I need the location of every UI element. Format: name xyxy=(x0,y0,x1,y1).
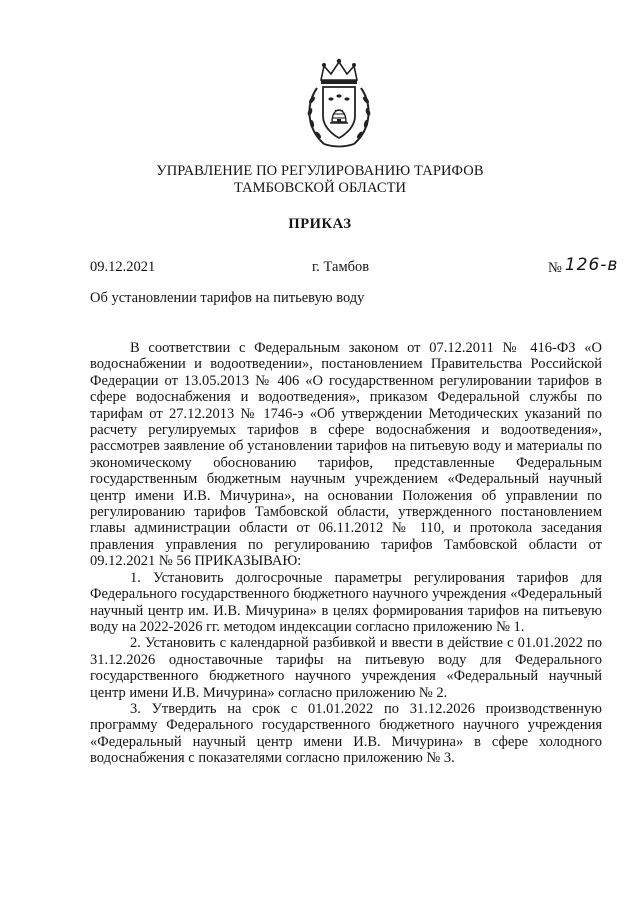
document-number xyxy=(548,255,619,277)
document-date: 09.12.2021 xyxy=(90,259,156,275)
clause-3-paragraph: 3. Утвердить на срок с 01.01.2022 по 31.12.2026 производственную программу Федерального государственного бюджетного научного учреждения «Федеральный научный центр имени И.В. Мичурина» в сфере холодного водоснабжения с показателями согласно приложению № 3. xyxy=(90,700,602,767)
preamble-paragraph: В соответствии с Федеральным законом от 07.12.2011 № 416-ФЗ «О водоснабжении и водоотведении», постановлением Правительства Российской Федерации от 13.05.2013 № 406 «О государственном регулировании тарифов в сфере водоснабжения и водоотведения», приказом Федеральной службы по тарифам от 27.12.2013 № 1746-э «Об утверждении Методических указаний по расчету регулируемых тарифов в сфере водоснабжения и водоотведения», рассмотрев заявление об установлении тарифов на питьевую воду и материалы по экономическому обоснованию тарифов, представленные Федеральным государственным бюджетным научным учреждением «Федеральный научный центр имени И.В. Мичурина», на основании Положения об управлении по регулированию тарифов Тамбовской области, утвержденного постановлением главы администрации области от 06.11.2012 № 110, и протокола заседания правления управления по регулированию тарифов Тамбовской области от 09.12.2021 № 56 ПРИКАЗЫВАЮ: xyxy=(90,340,602,570)
handwritten-number: 126-в xyxy=(564,255,619,275)
authority-name-line-1: УПРАВЛЕНИЕ ПО РЕГУЛИРОВАНИЮ ТАРИФОВ xyxy=(156,163,484,179)
document-type-title: ПРИКАЗ xyxy=(288,216,352,232)
document-subject: Об установлении тарифов на питьевую воду xyxy=(90,290,365,306)
issuing-authority xyxy=(0,163,640,197)
number-sign: № xyxy=(548,260,562,276)
clause-1-paragraph: 1. Установить долгосрочные параметры регулирования тарифов для Федерального государственного бюджетного научного учреждения «Федеральный научный центр им. И.В. Мичурина» в целях формирования тарифов на питьевую воду на 2022-2026 гг. методом индексации согласно приложению № 1. xyxy=(90,569,602,635)
authority-name-line-2: ТАМБОВСКОЙ ОБЛАСТИ xyxy=(233,180,407,196)
document-city: г. Тамбов xyxy=(312,259,370,275)
coat-of-arms-icon xyxy=(304,58,374,150)
clause-2-paragraph: 2. Установить с календарной разбивкой и ввести в действие с 01.01.2022 по 31.12.2026 одноставочные тарифы на питьевую воду для Федерального государственного бюджетного научного учреждения «Федеральный научный центр имени И.В. Мичурина» согласно приложению № 2. xyxy=(90,635,602,701)
document-body xyxy=(90,340,602,767)
